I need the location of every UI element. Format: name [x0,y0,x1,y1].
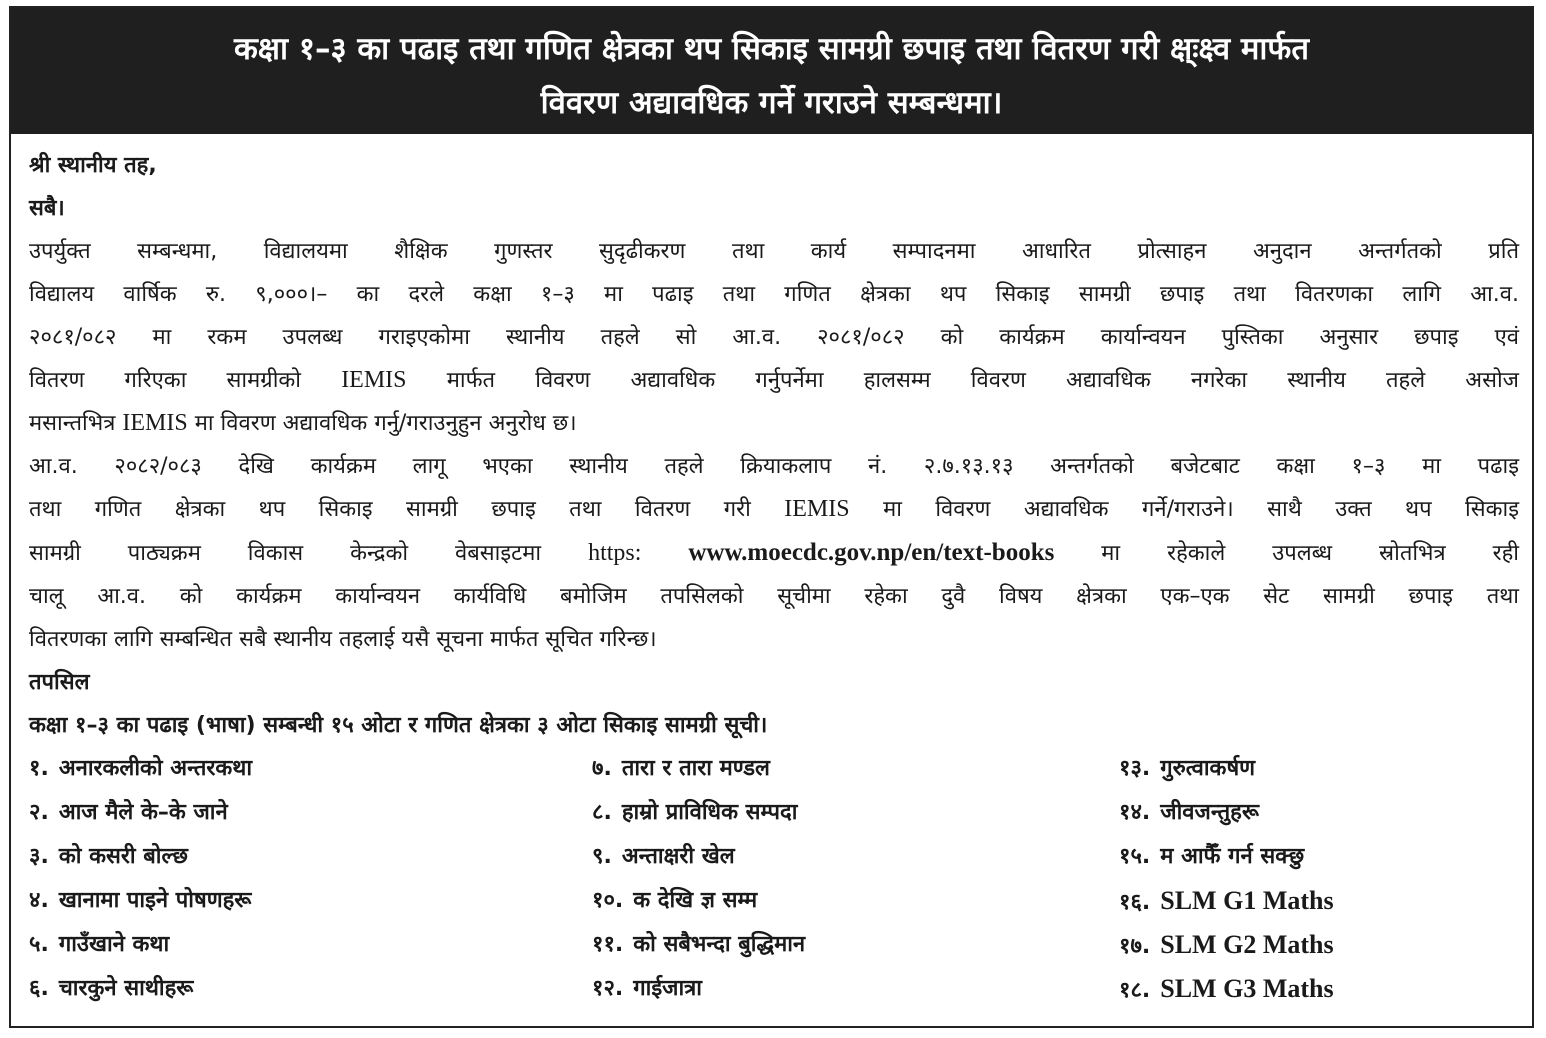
paragraph-1-line: उपर्युक्त सम्बन्धमा, विद्यालयमा शैक्षिक गुणस्तर सुदृढीकरण तथा कार्य सम्पादनमा आधारित प्रोत्साहन अनुदान अन्तर्गतको प्रति [29,239,1519,264]
materials-list [29,747,1519,1012]
addressee-all: सबै। [29,196,65,221]
list-item [29,967,252,1011]
text-run: वितरण गरिएका सामग्रीको [29,368,301,393]
notice-header [11,8,1532,134]
list-item [1119,967,1334,1011]
text-run: मसान्तभित्र [29,411,116,436]
paragraph-2-line: चालू आ.व. को कार्यक्रम कार्यान्वयन कार्यविधि बमोजिम तपसिलको सूचीमा रहेका दुवै विषय क्षेत्रका एक–एक सेट सामग्री छपाइ तथा [29,584,1519,609]
item-number: १. [29,756,49,781]
paragraph-2-line [29,488,1519,531]
item-title: तारा र तारा मण्डल [621,756,770,781]
textbook-url: www.moecdc.gov.np/en/text-books [688,539,1055,566]
item-title: क देखि ज्ञ सम्म [633,888,758,913]
list-item [592,879,805,923]
header-title-line-1: कक्षा १–३ का पढाइ तथा गणित क्षेत्रका थप सिकाइ सामग्री छपाइ तथा वितरण गरी क्ष्ःक्ष्व मार्फत [233,31,1310,67]
item-title: को कसरी बोल्छ [58,844,188,869]
item-title: जीवजन्तुहरू [1160,800,1259,825]
item-number: १७. [1119,934,1151,959]
materials-column-1 [29,747,252,1011]
list-item [592,791,805,835]
text-run: मा विवरण अद्यावधिक गर्नु/गराउनुहुन अनुरोध छ। [194,411,577,436]
schedule-heading: तपसिल [29,670,90,695]
list-item [29,791,252,835]
paragraph-2-line: आ.व. २०८२/०८३ देखि कार्यक्रम लागू भएका स्थानीय तहले क्रियाकलाप नं. २.७.१३.१३ अन्तर्गतको बजेटबाट कक्षा १–३ मा पढाइ [29,454,1519,479]
materials-column-2 [592,747,805,1011]
list-item [29,747,252,791]
notice-body [29,144,1519,1012]
text-run: मार्फत विवरण अद्यावधिक गर्नुपर्नेमा हालसम्म विवरण अद्यावधिक नगरेका स्थानीय तहले असोज [446,368,1520,393]
paragraph-2-line: वितरणका लागि सम्बन्धित सबै स्थानीय तहलाई यसै सूचना मार्फत सूचित गरिन्छ। [29,627,657,652]
schedule-subheading: कक्षा १–३ का पढाइ (भाषा) सम्बन्धी १५ ओटा र गणित क्षेत्रका ३ ओटा सिकाइ सामग्री सूची। [29,713,768,738]
item-title: SLM G1 Maths [1160,886,1334,915]
item-title: आज मैले के–के जाने [58,800,228,825]
item-number: ८. [592,800,612,825]
list-item [1119,791,1334,835]
list-item [29,835,252,879]
item-number: ९. [592,844,612,869]
item-title: SLM G3 Maths [1160,974,1334,1003]
paragraph-1-line [29,359,1519,402]
text-run: मा रहेकाले उपलब्ध स्रोतभित्र रही [1101,541,1519,566]
list-item [1119,879,1334,923]
item-number: ३. [29,844,49,869]
item-title: गुरुत्वाकर्षण [1160,756,1256,781]
paragraph-2 [29,445,1519,661]
item-title: म आफैँ गर्न सक्छु [1160,844,1305,869]
list-item [1119,923,1334,967]
item-number: १२. [592,976,624,1001]
notice-frame [9,6,1534,1028]
paragraph-1-line: २०८१/०८२ मा रकम उपलब्ध गराइएकोमा स्थानीय तहले सो आ.व. २०८१/०८२ को कार्यक्रम कार्यान्वयन पुस्तिका अनुसार छपाइ एवं [29,325,1519,350]
item-title: SLM G2 Maths [1160,930,1334,959]
text-run: मा विवरण अद्यावधिक गर्ने/गराउने। साथै उक्त थप सिकाइ [883,497,1520,522]
paragraph-2-line [29,531,1519,575]
header-title-line-2: विवरण अद्यावधिक गर्ने गराउने सम्बन्धमा। [540,85,1003,121]
text-run: तथा गणित क्षेत्रका थप सिकाइ सामग्री छपाइ तथा वितरण गरी [29,497,751,522]
item-number: १४. [1119,800,1151,825]
list-item [592,747,805,791]
list-item [1119,835,1334,879]
text-run: सामग्री पाठ्यक्रम विकास केन्द्रको वेबसाइटमा [29,541,542,566]
iemis-term: IEMIS [784,496,850,522]
item-title: अनारकलीको अन्तरकथा [58,756,253,781]
list-item [29,923,252,967]
paragraph-1 [29,230,1519,445]
item-title: गाईजात्रा [633,976,703,1001]
iemis-term: IEMIS [122,410,188,436]
item-title: खानामा पाइने पोषणहरू [58,888,252,913]
item-number: १३. [1119,756,1151,781]
item-title: अन्ताक्षरी खेल [621,844,735,869]
addressee: श्री स्थानीय तह, [29,153,157,178]
item-title: गाउँखाने कथा [58,932,170,957]
list-item [29,879,252,923]
item-number: १६. [1119,890,1151,915]
item-number: ७. [592,756,612,781]
item-number: १५. [1119,844,1151,869]
item-title: हाम्रो प्राविधिक सम्पदा [621,800,798,825]
item-number: २. [29,800,49,825]
url-prefix: https: [588,540,642,566]
item-number: १०. [592,888,624,913]
paragraph-1-line: विद्यालय वार्षिक रु. ९,०००।– का दरले कक्षा १–३ मा पढाइ तथा गणित क्षेत्रका थप सिकाइ सामग्री छपाइ तथा वितरणका लागि आ.व. [29,282,1519,307]
item-number: ६. [29,976,49,1001]
item-number: ११. [592,932,624,957]
iemis-term: IEMIS [341,367,407,393]
paragraph-1-line [29,402,1519,445]
item-number: १८. [1119,978,1151,1003]
list-item [592,967,805,1011]
item-title: को सबैभन्दा बुद्धिमान [633,932,806,957]
list-item [1119,747,1334,791]
materials-column-3 [1119,747,1334,1011]
item-title: चारकुने साथीहरू [58,976,194,1001]
item-number: ५. [29,932,49,957]
list-item [592,835,805,879]
list-item [592,923,805,967]
item-number: ४. [29,888,49,913]
